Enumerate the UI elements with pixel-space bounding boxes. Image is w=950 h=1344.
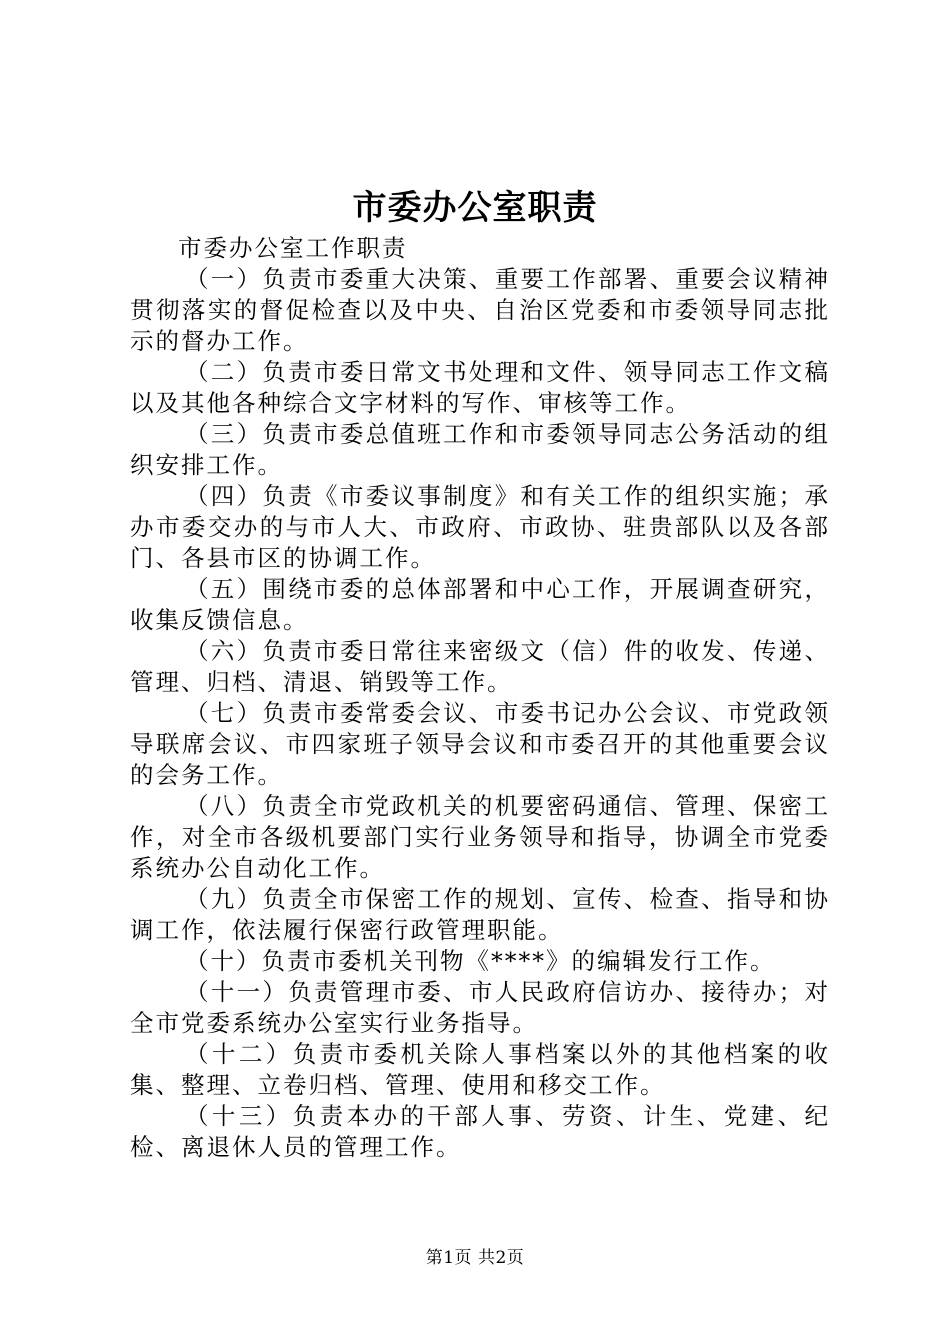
duty-paragraph-2: （二）负责市委日常文书处理和文件、领导同志工作文稿以及其他各种综合文字材料的写作、审核等工作。 [130,358,830,417]
document-subtitle: 市委办公室工作职责 [178,234,408,262]
duty-paragraph-3: （三）负责市委总值班工作和市委领导同志公务活动的组织安排工作。 [130,420,830,479]
document-body [130,233,830,1163]
duty-paragraph-6: （六）负责市委日常往来密级文（信）件的收发、传递、管理、归档、清退、销毁等工作。 [130,637,830,696]
duty-paragraph-13: （十三）负责本办的干部人事、劳资、计生、党建、纪检、离退休人员的管理工作。 [130,1102,830,1161]
document-title: 市委办公室职责 [352,188,598,228]
duty-paragraph-12: （十二）负责市委机关除人事档案以外的其他档案的收集、整理、立卷归档、管理、使用和移交工作。 [130,1040,830,1099]
duty-paragraph-7: （七）负责市委常委会议、市委书记办公会议、市党政领导联席会议、市四家班子领导会议和市委召开的其他重要会议的会务工作。 [130,699,830,789]
duty-paragraph-8: （八）负责全市党政机关的机要密码通信、管理、保密工作，对全市各级机要部门实行业务领导和指导，协调全市党委系统办公自动化工作。 [130,792,830,882]
duty-paragraph-11: （十一）负责管理市委、市人民政府信访办、接待办；对全市党委系统办公室实行业务指导。 [130,978,830,1037]
duty-paragraph-10: （十）负责市委机关刊物《****》的编辑发行工作。 [185,947,776,975]
duty-paragraph-4: （四）负责《市委议事制度》和有关工作的组织实施；承办市委交办的与市人大、市政府、市政协、驻贵部队以及各部门、各县市区的协调工作。 [130,482,830,572]
duty-paragraph-9: （九）负责全市保密工作的规划、宣传、检查、指导和协调工作，依法履行保密行政管理职能。 [130,885,830,944]
page-footer: 第1页 共2页 [425,1248,525,1268]
duty-paragraph-5: （五）围绕市委的总体部署和中心工作，开展调查研究，收集反馈信息。 [130,575,830,634]
duty-paragraph-1: （一）负责市委重大决策、重要工作部署、重要会议精神贯彻落实的督促检查以及中央、自治区党委和市委领导同志批示的督办工作。 [130,265,830,355]
